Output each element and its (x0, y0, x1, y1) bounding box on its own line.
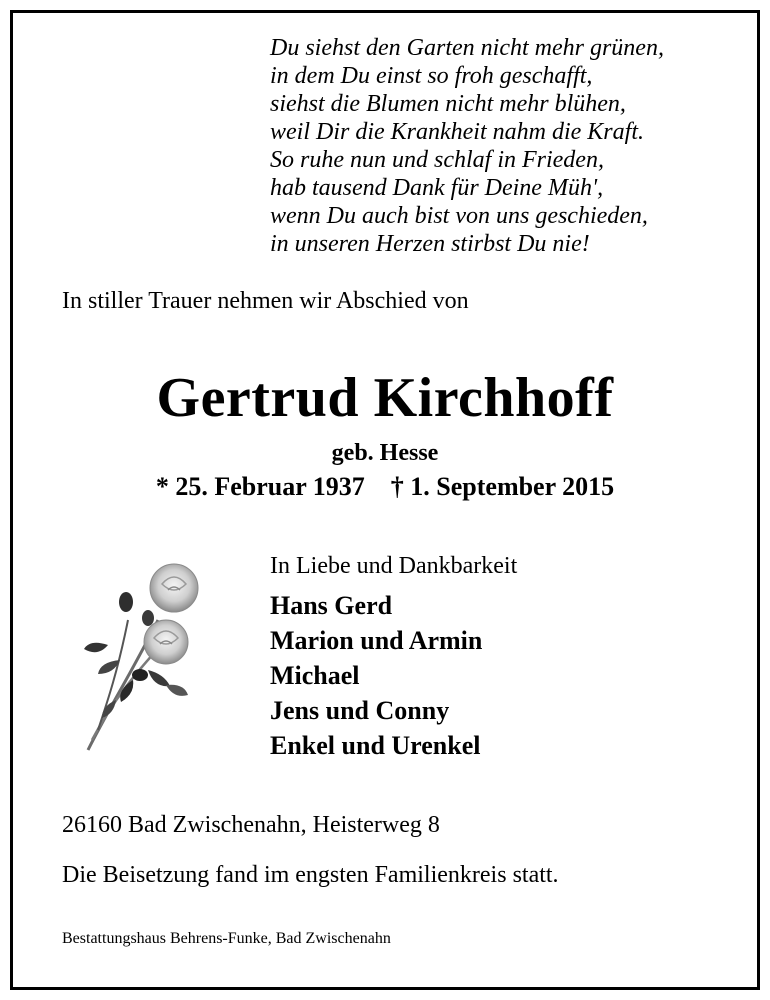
poem-line: in unseren Herzen stirbst Du nie! (270, 231, 590, 257)
mourner-name: Enkel und Urenkel (270, 731, 481, 760)
mourner-name: Hans Gerd (270, 591, 393, 620)
dedication-line: In Liebe und Dankbarkeit (270, 553, 518, 579)
poem (270, 34, 740, 258)
poem-line: So ruhe nun und schlaf in Frieden, (270, 147, 604, 173)
poem-line: in dem Du einst so froh geschafft, (270, 63, 593, 89)
mourner-name: Michael (270, 661, 360, 690)
poem-line: Du siehst den Garten nicht mehr grünen, (270, 35, 664, 61)
burial-note: Die Beisetzung fand im engsten Familienkreis statt. (62, 862, 559, 888)
birth-name: geb. Hesse (331, 440, 439, 466)
undertaker-credit: Bestattungshaus Behrens-Funke, Bad Zwischenahn (62, 930, 391, 947)
mourner-name: Jens und Conny (270, 696, 450, 725)
poem-line: siehst die Blumen nicht mehr blühen, (270, 91, 626, 117)
poem-line: wenn Du auch bist von uns geschieden, (270, 203, 648, 229)
intro-text: In stiller Trauer nehmen wir Abschied von (62, 288, 469, 314)
deceased-name: Gertrud Kirchhoff (156, 367, 614, 429)
poem-line: hab tausend Dank für Deine Müh', (270, 175, 604, 201)
rose-icon (78, 560, 218, 760)
mourner-name: Marion und Armin (270, 626, 483, 655)
life-dates: * 25. Februar 1937 † 1. September 2015 (155, 472, 615, 501)
family-address: 26160 Bad Zwischenahn, Heisterweg 8 (62, 812, 440, 838)
mourners-list (270, 588, 482, 763)
poem-line: weil Dir die Krankheit nahm die Kraft. (270, 119, 644, 145)
